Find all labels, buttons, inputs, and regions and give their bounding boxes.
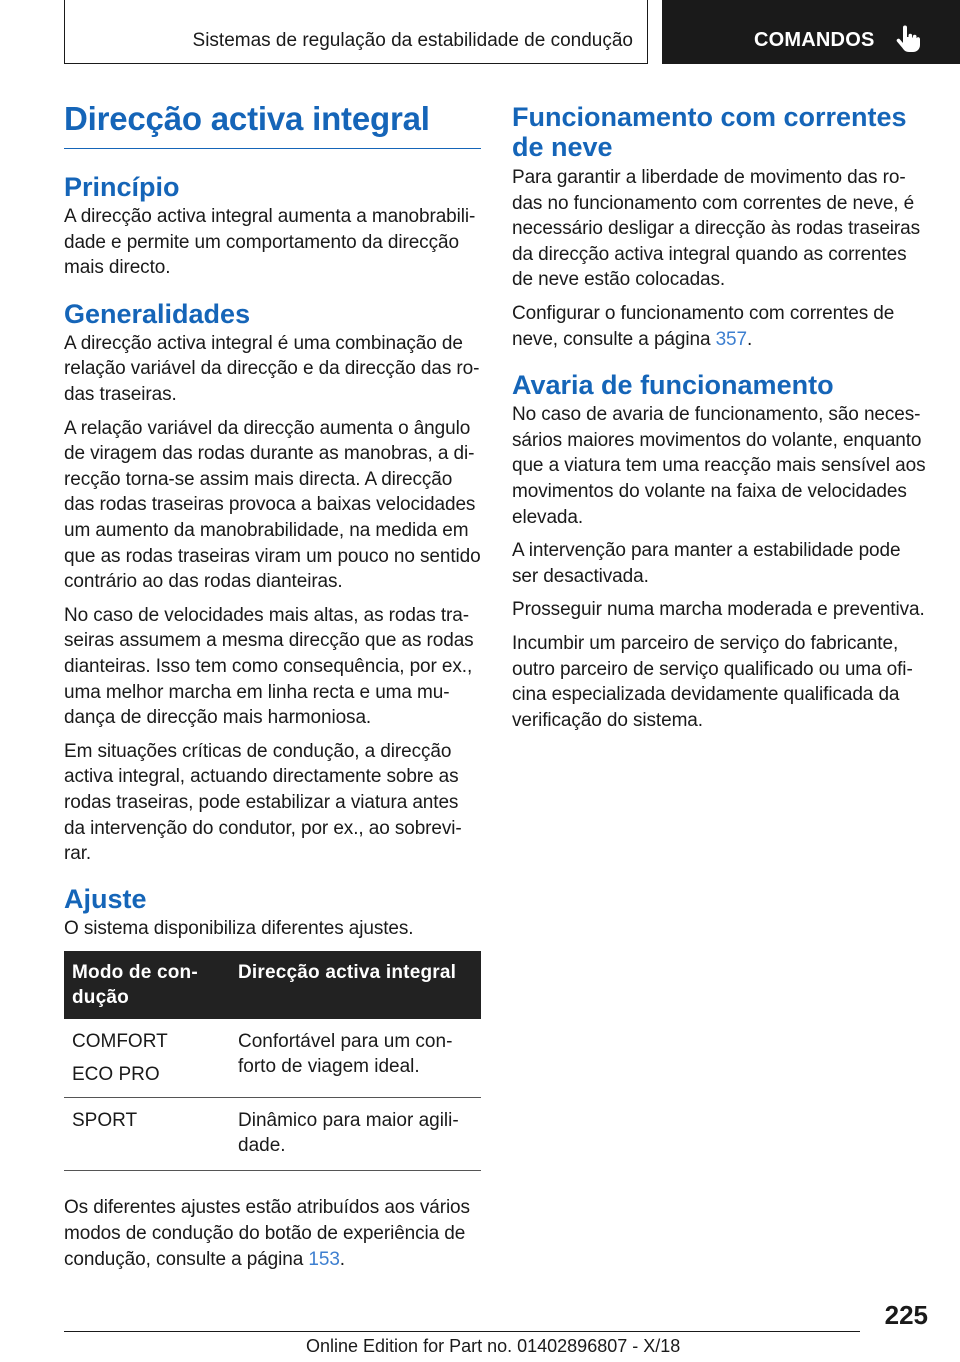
page-link-153[interactable]: 153 — [308, 1248, 340, 1270]
mode-label: COMFORT — [72, 1031, 168, 1053]
page-link-357[interactable]: 357 — [715, 328, 747, 350]
mode-label: SPORT — [72, 1110, 138, 1132]
neve-paragraph-2-text: Configurar o funcionamento com correntes de neve, consulte a página — [512, 302, 895, 350]
generalidades-paragraph-4: Em situações críticas de condução, a direcção activa integral, actuando directamente sobre as rodas traseiras, pode estabilizar a viatura antes da intervenção do condutor, por ex., ao sobrevirar. — [64, 740, 462, 865]
ajuste-paragraph-2-text: Os diferentes ajustes estão atribuídos aos vários modos de condução do botão de experiência de condução, consulte a página — [64, 1197, 470, 1270]
avaria-paragraph-1: No caso de avaria de funcionamento, são necessários maiores movimentos do volante, enquanto que a viatura tem uma reacção mais sensível aos movimentos do volante na faixa de velocidades elevada. — [512, 404, 926, 528]
table-cell-modes — [64, 1019, 230, 1098]
generalidades-paragraph-3: No caso de velocidades mais altas, as rodas traseiras assumem a mesma direcção que as rodas dianteiras. Isso tem como consequência, por ex., uma melhor marcha em linha recta e uma mudança de direcção mais harmoniosa. — [64, 604, 474, 729]
footer-divider — [64, 1331, 860, 1332]
table-row — [64, 1019, 481, 1098]
table-cell-modes — [64, 1098, 230, 1171]
header-section-box — [64, 0, 648, 64]
neve-paragraph-2 — [512, 301, 929, 352]
table-header-steering: Direcção activa integral — [230, 951, 481, 1019]
page-title: Direcção activa integral — [64, 100, 481, 149]
generalidades-paragraph-1: A direcção activa integral é uma combinação de relação variável da direcção e da direcção das rodas traseiras. — [64, 332, 480, 405]
mode-label: ECO PRO — [72, 1064, 160, 1086]
heading-correntes-de-neve: Funcionamento com correntes de neve — [512, 102, 907, 162]
heading-principio: Princípio — [64, 171, 180, 202]
right-column — [512, 102, 929, 741]
heading-avaria: Avaria de funcionamento — [512, 370, 834, 401]
page-number: 225 — [884, 1300, 928, 1330]
table-header-mode: Modo de condução — [64, 951, 230, 1019]
neve-paragraph-2-end: . — [747, 328, 753, 350]
neve-paragraph-1: Para garantir a liberdade de movimento das rodas no funcionamento com correntes de neve, é necessário desligar a direcção às rodas traseiras da direcção activa integral quando as correntes de neve estão colocadas. — [512, 167, 921, 291]
avaria-paragraph-4: Incumbir um parceiro de serviço do fabricante, outro parceiro de serviço qualificado ou uma oficina especializada devidamente qualificada da verificação do sistema. — [512, 632, 913, 731]
principio-paragraph: A direcção activa integral aumenta a manobrabilidade e permite um comportamento da direcção mais directo. — [64, 205, 476, 279]
table-row — [64, 1098, 481, 1171]
header-section-title: Sistemas de regulação da estabilidade de condução — [192, 30, 633, 51]
ajuste-paragraph-2 — [64, 1195, 481, 1272]
left-column — [64, 100, 481, 1280]
avaria-paragraph-3: Prosseguir numa marcha moderada e preventiva. — [512, 599, 925, 621]
heading-generalidades: Generalidades — [64, 298, 251, 329]
driving-mode-table — [64, 951, 481, 1171]
ajuste-paragraph-2-end: . — [339, 1248, 345, 1270]
header-chapter-title: COMANDOS — [754, 29, 875, 51]
footer-edition: Online Edition for Part no. 01402896807 - X/18 — [306, 1336, 681, 1356]
table-cell-description: Dinâmico para maior agilidade. — [230, 1098, 481, 1171]
header-chapter-box — [662, 0, 960, 64]
generalidades-paragraph-2: A relação variável da direcção aumenta o ângulo de viragem das rodas durante as manobras, a direcção torna-se assim mais directa. A direcção das rodas traseiras provoca a baixas velocidades um aumento da manobrabilidade, na medida em que as rodas traseiras viram um pouco no sentido contrário ao das rodas dianteiras. — [64, 417, 481, 593]
table-header-row — [64, 951, 481, 1019]
ajuste-paragraph-1: O sistema disponibiliza diferentes ajustes. — [64, 917, 414, 939]
pointing-hand-icon — [896, 25, 920, 53]
heading-ajuste: Ajuste — [64, 883, 147, 914]
table-cell-description: Confortável para um conforto de viagem ideal. — [230, 1019, 481, 1098]
avaria-paragraph-2: A intervenção para manter a estabilidade pode ser desactivada. — [512, 540, 901, 587]
